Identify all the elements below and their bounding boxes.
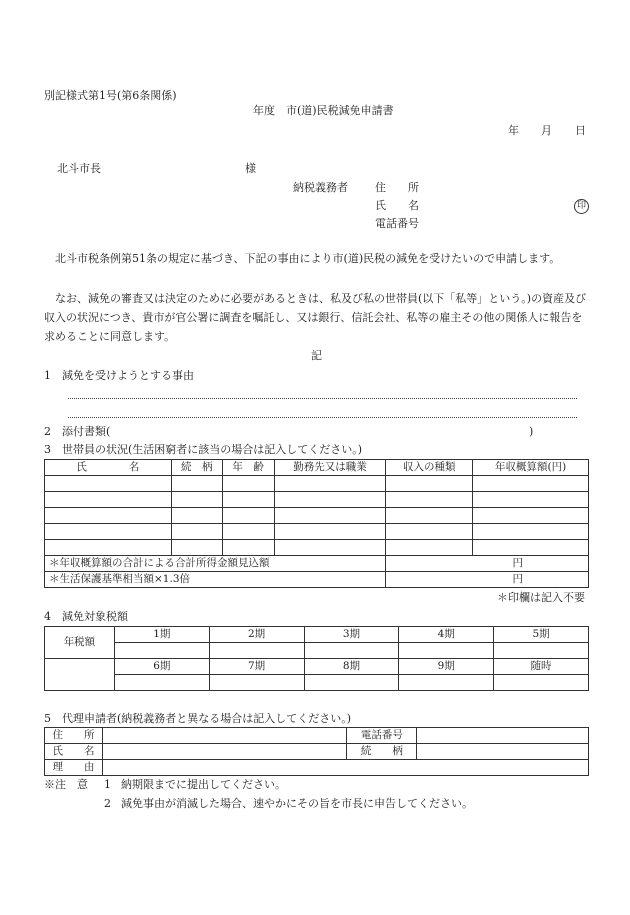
household-table xyxy=(44,459,589,588)
tax-amount-cell[interactable] xyxy=(209,675,304,691)
cell-relation[interactable] xyxy=(171,492,222,508)
cell-income-type[interactable] xyxy=(386,508,473,524)
form-id: 別記様式第1号(第6条関係) xyxy=(44,89,177,102)
reason-line-1[interactable] xyxy=(68,398,577,399)
cell-workplace[interactable] xyxy=(274,476,386,492)
tax-amount-cell[interactable] xyxy=(494,675,589,691)
tax-period-label: 6期 xyxy=(114,659,209,675)
cell-age[interactable] xyxy=(222,524,274,540)
seal-icon: 印 xyxy=(574,199,589,214)
agent-name-label: 氏 名 xyxy=(45,744,103,760)
cell-age[interactable] xyxy=(222,492,274,508)
cell-income-amount[interactable] xyxy=(473,476,589,492)
section-5-heading: 5 代理申請者(納税義務者と異なる場合は記入してください。) xyxy=(44,712,352,725)
table-row xyxy=(45,540,589,556)
welfare-standard-label: ＊生活保護基準相当額×1.3倍 xyxy=(45,572,386,588)
cell-age[interactable] xyxy=(222,476,274,492)
cell-workplace[interactable] xyxy=(274,540,386,556)
form-title: 年度 市(道)民税減免申請書 xyxy=(253,104,394,117)
tax-period-label: 8期 xyxy=(304,659,399,675)
reason-line-2[interactable] xyxy=(68,417,577,418)
note-number: 1 xyxy=(104,778,111,791)
tax-amount-cell[interactable] xyxy=(399,675,494,691)
tax-amount-cell[interactable] xyxy=(114,675,209,691)
notes-prefix: ※注 意 xyxy=(44,778,88,791)
table-row xyxy=(45,508,589,524)
welfare-standard-unit[interactable]: 円 xyxy=(386,572,589,588)
cell-income-type[interactable] xyxy=(386,492,473,508)
household-header-row xyxy=(45,460,589,476)
agent-name-field[interactable] xyxy=(102,744,346,760)
applicant-phone-label: 電話番号 xyxy=(375,217,419,230)
agent-reason-label: 理 由 xyxy=(45,760,103,776)
applicant-name-label: 氏 名 xyxy=(375,199,419,212)
cell-name[interactable] xyxy=(45,540,172,556)
agent-phone-label: 電話番号 xyxy=(347,728,417,744)
tax-periods-row-2 xyxy=(45,659,589,675)
note-text: 減免事由が消滅した場合、速やかにその旨を市長に申告してください。 xyxy=(121,797,473,810)
section-4-heading: 4 減免対象税額 xyxy=(44,610,128,623)
household-col-relation: 続 柄 xyxy=(171,460,222,476)
tax-row-label-blank xyxy=(45,659,115,691)
tax-amount-table xyxy=(44,626,589,691)
total-income-label: ＊年収概算額の合計による合計所得金額見込額 xyxy=(45,556,386,572)
tax-period-label: 7期 xyxy=(209,659,304,675)
ki-heading: 記 xyxy=(311,349,322,362)
applicant-role: 納税義務者 xyxy=(293,181,348,194)
household-col-income-amount: 年収概算額(円) xyxy=(473,460,589,476)
tax-amount-cell[interactable] xyxy=(304,643,399,659)
addressee-name: 北斗市長 xyxy=(57,162,101,175)
tax-row-label: 年税額 xyxy=(45,627,115,659)
agent-address-label: 住 所 xyxy=(45,728,103,744)
total-income-unit[interactable]: 円 xyxy=(386,556,589,572)
cell-relation[interactable] xyxy=(171,524,222,540)
no-entry-note: ＊印欄は記入不要 xyxy=(497,591,585,604)
date-year-label: 年 xyxy=(508,124,519,137)
cell-workplace[interactable] xyxy=(274,524,386,540)
tax-period-label: 2期 xyxy=(209,627,304,643)
tax-period-label: 9期 xyxy=(399,659,494,675)
tax-amount-cell[interactable] xyxy=(209,643,304,659)
cell-income-type[interactable] xyxy=(386,540,473,556)
household-col-income-type: 収入の種類 xyxy=(386,460,473,476)
cell-income-amount[interactable] xyxy=(473,508,589,524)
household-col-workplace: 勤務先又は職業 xyxy=(274,460,386,476)
agent-row-reason xyxy=(45,760,589,776)
tax-period-label: 1期 xyxy=(114,627,209,643)
tax-amount-cell[interactable] xyxy=(494,643,589,659)
cell-relation[interactable] xyxy=(171,508,222,524)
note-text: 納期限までに提出してください。 xyxy=(121,778,286,791)
table-row xyxy=(45,524,589,540)
agent-reason-field[interactable] xyxy=(102,760,588,776)
cell-name[interactable] xyxy=(45,524,172,540)
tax-amount-cell[interactable] xyxy=(304,675,399,691)
agent-row-address xyxy=(45,728,589,744)
agent-relation-label: 続 柄 xyxy=(347,744,417,760)
welfare-standard-row xyxy=(45,572,589,588)
total-income-row xyxy=(45,556,589,572)
date-month-label: 月 xyxy=(541,124,552,137)
agent-relation-field[interactable] xyxy=(417,744,589,760)
tax-periods-row-1 xyxy=(45,627,589,643)
agent-address-field[interactable] xyxy=(102,728,346,744)
section-3-heading: 3 世帯員の状況(生活困窮者に該当の場合は記入してください。) xyxy=(44,443,363,456)
cell-name[interactable] xyxy=(45,476,172,492)
tax-period-label: 5期 xyxy=(494,627,589,643)
agent-table xyxy=(44,727,589,776)
paragraph-consent: なお、減免の審査又は決定のために必要があるときは、私及び私の世帯員(以下「私等」という。)の資産及び収入の状況につき、貴市が官公署に調査を嘱託し、又は銀行、信託会社、私等の雇主その他の関係人に報告を求めることに同意します。 xyxy=(44,292,587,343)
tax-amount-cell[interactable] xyxy=(399,643,494,659)
cell-name[interactable] xyxy=(45,508,172,524)
table-row xyxy=(45,476,589,492)
tax-amount-cell[interactable] xyxy=(114,643,209,659)
note-number: 2 xyxy=(104,797,111,810)
seal-mark xyxy=(574,198,589,214)
date-day-label: 日 xyxy=(575,124,586,137)
household-col-age: 年 齢 xyxy=(222,460,274,476)
cell-workplace[interactable] xyxy=(274,508,386,524)
cell-income-amount[interactable] xyxy=(473,524,589,540)
section-2-close-paren: ) xyxy=(529,425,534,438)
section-1-heading: 1 減免を受けようとする事由 xyxy=(44,369,194,382)
applicant-address-label: 住 所 xyxy=(375,181,419,194)
paragraph-request: 北斗市税条例第51条の規定に基づき、下記の事由により市(道)民税の減免を受けたいので申請します。 xyxy=(55,252,561,265)
agent-row-name xyxy=(45,744,589,760)
tax-amounts-row-1 xyxy=(45,643,589,659)
cell-income-amount[interactable] xyxy=(473,492,589,508)
cell-income-amount[interactable] xyxy=(473,540,589,556)
cell-relation[interactable] xyxy=(171,540,222,556)
tax-period-label: 3期 xyxy=(304,627,399,643)
section-2-heading: 2 添付書類( xyxy=(44,425,111,438)
tax-period-label: 4期 xyxy=(399,627,494,643)
addressee-honorific: 様 xyxy=(245,162,256,175)
cell-income-type[interactable] xyxy=(386,476,473,492)
cell-age[interactable] xyxy=(222,508,274,524)
tax-period-label: 随時 xyxy=(494,659,589,675)
cell-relation[interactable] xyxy=(171,476,222,492)
cell-age[interactable] xyxy=(222,540,274,556)
cell-workplace[interactable] xyxy=(274,492,386,508)
household-col-name: 氏 名 xyxy=(45,460,172,476)
cell-name[interactable] xyxy=(45,492,172,508)
tax-amounts-row-2 xyxy=(45,675,589,691)
cell-income-type[interactable] xyxy=(386,524,473,540)
table-row xyxy=(45,492,589,508)
agent-phone-field[interactable] xyxy=(417,728,589,744)
